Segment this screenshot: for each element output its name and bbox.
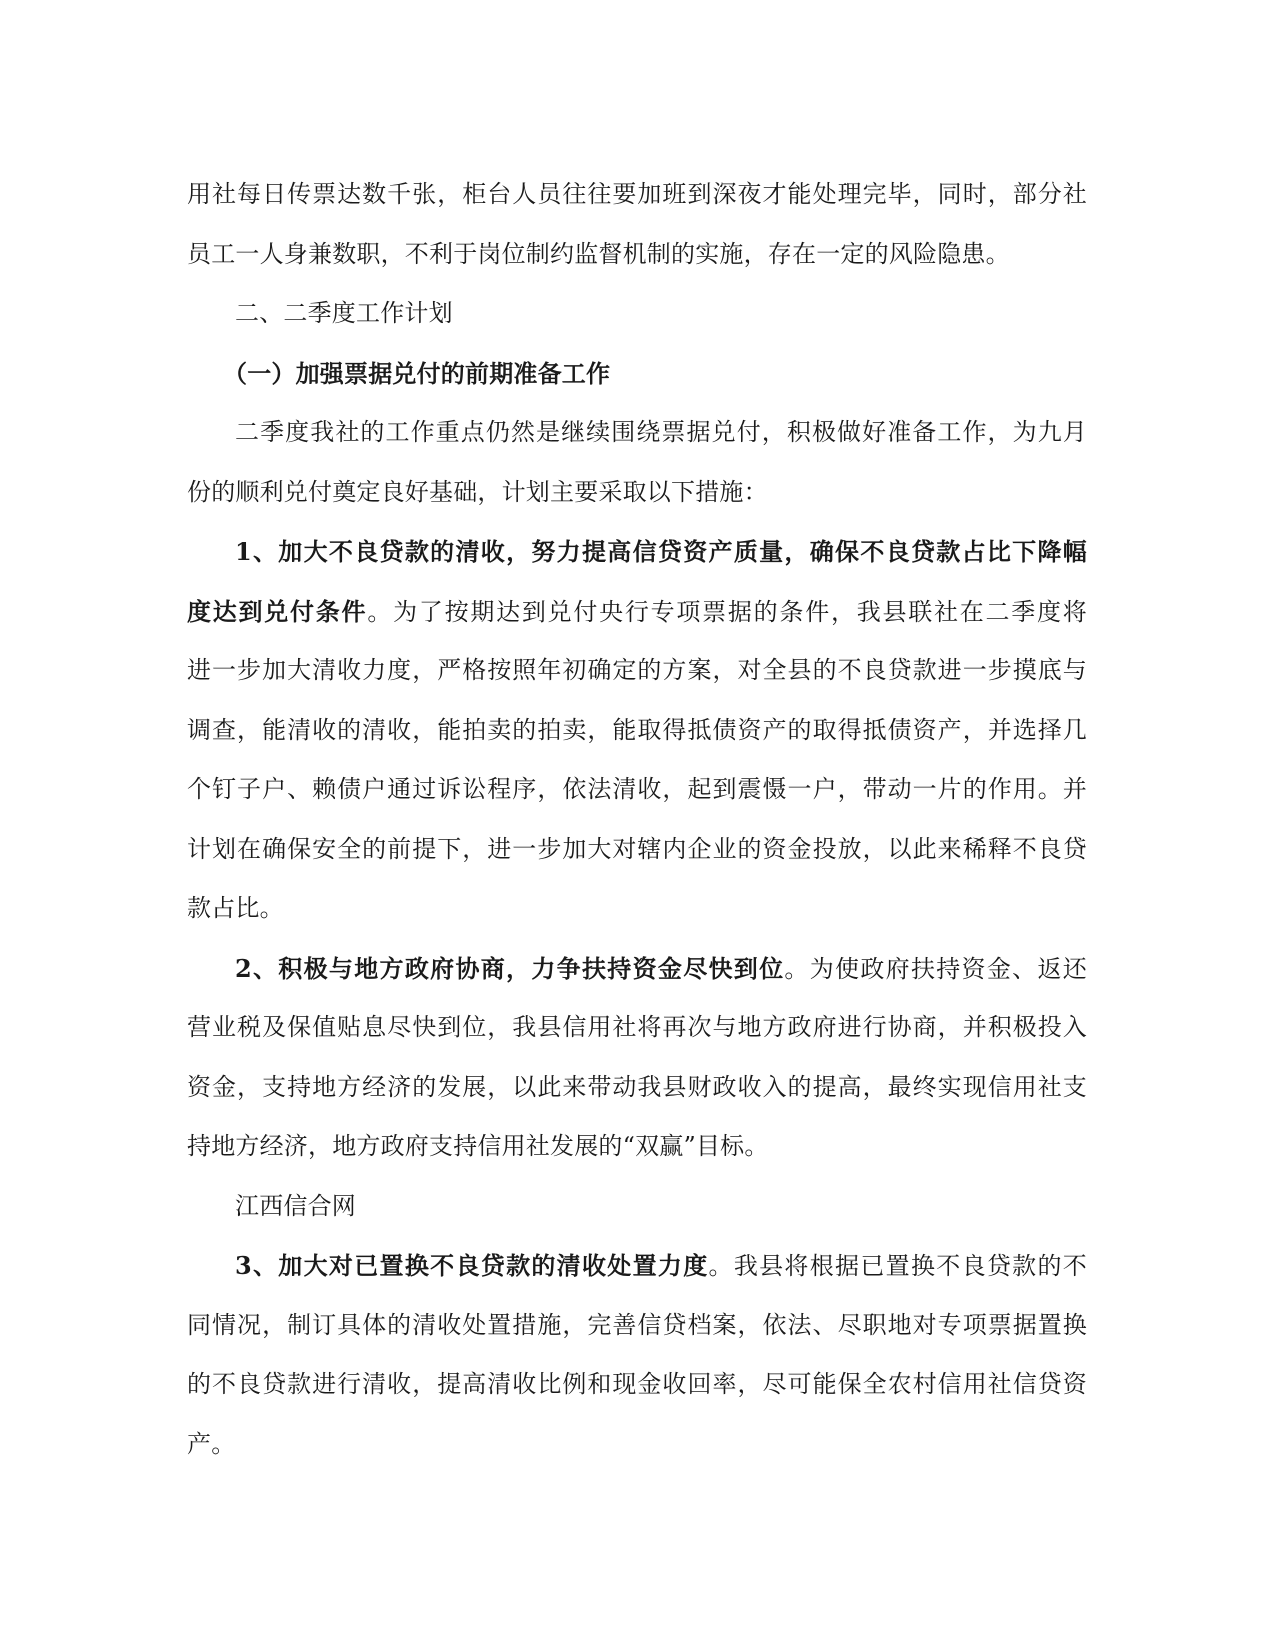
text-line: 同情况，制订具体的清收处置措施，完善信贷档案，依法、尽职地对专项票据置换 bbox=[187, 1310, 1087, 1339]
item-title-line: 1、加大不良贷款的清收，努力提高信贷资产质量，确保不良贷款占比下降幅 bbox=[235, 537, 1087, 566]
text-line: 二季度我社的工作重点仍然是继续围绕票据兑付，积极做好准备工作，为九月 bbox=[235, 418, 1087, 446]
text-line: 计划在确保安全的前提下，进一步加大对辖内企业的资金投放，以此来稀释不良贷 bbox=[187, 834, 1087, 863]
text-line: 调查，能清收的清收，能拍卖的拍卖，能取得抵债资产的取得抵债资产，并选择几 bbox=[187, 715, 1087, 744]
list-item-2-government-support bbox=[187, 939, 1087, 1177]
text-line: 持地方经济，地方政府支持信用社发展的“双赢”目标。 bbox=[187, 1132, 769, 1160]
section-heading-q2-plan: 二、二季度工作计划 bbox=[235, 299, 453, 327]
text-line: 营业税及保值贴息尽快到位，我县信用社将再次与地方政府进行协商，并积极投入 bbox=[187, 1013, 1087, 1041]
item-title-continuation: 度达到兑付条件 bbox=[187, 596, 368, 626]
text-line: 资金，支持地方经济的发展，以此来带动我县财政收入的提高，最终实现信用社支 bbox=[187, 1072, 1087, 1101]
paragraph-staffing-risk bbox=[187, 165, 1087, 284]
item-text: 。我县将根据已置换不良贷款的不 bbox=[708, 1252, 1087, 1280]
list-item-1-bad-loan-collection bbox=[187, 522, 1087, 939]
text-line: 用社每日传票达数千张，柜台人员往往要加班到深夜才能处理完毕，同时，部分社 bbox=[187, 180, 1087, 208]
item-title: 3、加大对已置换不良贷款的清收处置力度 bbox=[235, 1251, 709, 1280]
text-line: 员工一人身兼数职，不利于岗位制约监督机制的实施，存在一定的风险隐患。 bbox=[187, 239, 1010, 268]
paragraph-q2-focus bbox=[187, 403, 1087, 522]
text-line: 的不良贷款进行清收，提高清收比例和现金收回率，尽可能保全农村信用社信贷资 bbox=[187, 1370, 1087, 1398]
text-line: 个钉子户、赖债户通过诉讼程序，依法清收，起到震慑一户，带动一片的作用。并 bbox=[187, 775, 1087, 803]
text-line: 份的顺利兑付奠定良好基础，计划主要采取以下措施： bbox=[187, 477, 768, 506]
text-line bbox=[187, 939, 1087, 999]
text-line bbox=[187, 1236, 1087, 1296]
list-item-3-replaced-loan-disposal bbox=[187, 1236, 1087, 1474]
text-line bbox=[187, 582, 1087, 642]
text-line: 进一步加大清收力度，严格按照年初确定的方案，对全县的不良贷款进一步摸底与 bbox=[187, 656, 1087, 684]
source-note: 江西信合网 bbox=[235, 1191, 356, 1220]
subsection-heading-bill-prep: （一）加强票据兑付的前期准备工作 bbox=[223, 358, 611, 388]
item-title: 2、积极与地方政府协商，力争扶持资金尽快到位 bbox=[235, 953, 785, 983]
document-page bbox=[187, 165, 1087, 1474]
item-text: 。为使政府扶持资金、返还 bbox=[784, 954, 1087, 983]
item-text: 。为了按期达到兑付央行专项票据的条件，我县联社在二季度将 bbox=[367, 597, 1087, 626]
text-line: 款占比。 bbox=[187, 894, 284, 922]
text-line: 产。 bbox=[187, 1429, 236, 1458]
